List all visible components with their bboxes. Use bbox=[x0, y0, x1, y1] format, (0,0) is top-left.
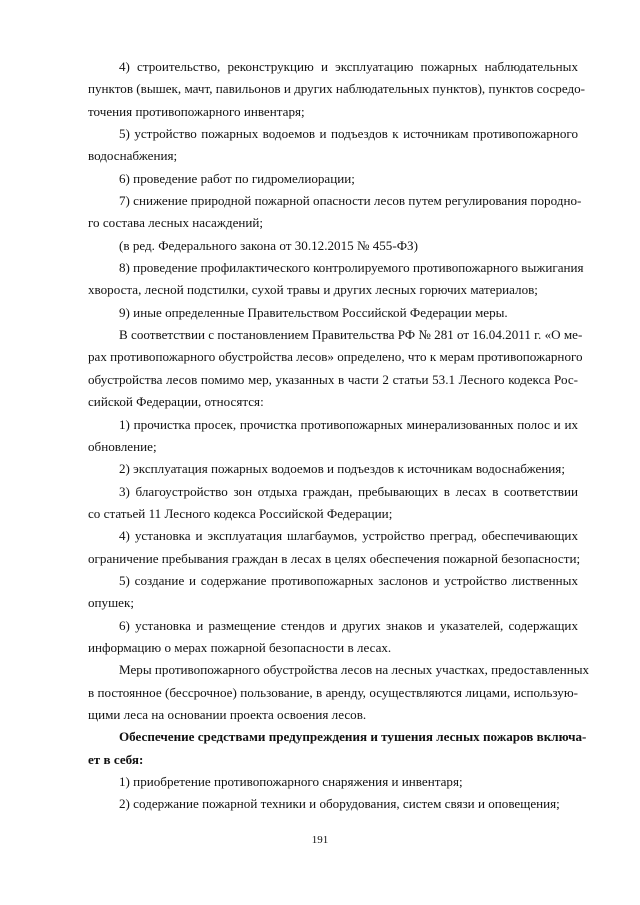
page-body bbox=[88, 56, 590, 816]
text-line: рах противопожарного обустройства лесов» определено, что к мерам противопожарного bbox=[88, 349, 583, 365]
text-line: 3) благоустройство зон отдыха граждан, пребывающих в лесах в соответствии bbox=[119, 483, 578, 499]
text-line: 5) создание и содержание противопожарных заслонов и устройство лиственных bbox=[119, 572, 578, 588]
text-line: 9) иные определенные Правительством Российской Федерации меры. bbox=[119, 304, 508, 320]
text-line: информацию о мерах пожарной безопасности в лесах. bbox=[88, 639, 392, 655]
text-line: пунктов (вышек, мачт, павильонов и других наблюдательных пунктов), пунктов сосредо- bbox=[88, 81, 586, 97]
text-line: В соответствии с постановлением Правительства РФ № 281 от 16.04.2011 г. «О ме- bbox=[119, 327, 583, 343]
section-heading-line: Обеспечение средствами предупреждения и тушения лесных пожаров включа- bbox=[119, 729, 587, 745]
text-line: 5) устройство пожарных водоемов и подъездов к источникам противопожарного bbox=[119, 126, 578, 142]
text-line: хвороста, лесной подстилки, сухой травы и других лесных горючих материалов; bbox=[88, 282, 538, 298]
text-line: 6) установка и размещение стендов и других знаков и указателей, содержащих bbox=[119, 617, 578, 633]
text-line: Меры противопожарного обустройства лесов на лесных участках, предоставленных bbox=[119, 662, 590, 678]
section-heading-line: ет в себя: bbox=[88, 751, 144, 767]
text-line: щими леса на основании проекта освоения лесов. bbox=[88, 706, 367, 722]
text-line: ограничение пребывания граждан в лесах в целях обеспечения пожарной безопасности; bbox=[88, 550, 581, 566]
page-number: 191 bbox=[311, 834, 329, 846]
text-line: 2) содержание пожарной техники и оборудования, систем связи и оповещения; bbox=[119, 796, 560, 812]
text-line: го состава лесных насаждений; bbox=[88, 215, 264, 231]
text-line: 2) эксплуатация пожарных водоемов и подъездов к источникам водоснабжения; bbox=[119, 461, 565, 477]
text-line: 4) установка и эксплуатация шлагбаумов, устройство преград, обеспечивающих bbox=[119, 528, 578, 544]
text-line: водоснабжения; bbox=[88, 148, 178, 164]
text-line: 8) проведение профилактического контролируемого противопожарного выжигания bbox=[119, 260, 584, 276]
text-line: 4) строительство, реконструкцию и эксплуатацию пожарных наблюдательных bbox=[119, 59, 578, 74]
text-line: опушек; bbox=[88, 595, 134, 611]
text-line: 1) приобретение противопожарного снаряжения и инвентаря; bbox=[119, 774, 463, 789]
text-line: со статьей 11 Лесного кодекса Российской Федерации; bbox=[88, 505, 393, 521]
text-line: точения противопожарного инвентаря; bbox=[88, 103, 305, 119]
text-line: обустройства лесов помимо мер, указанных в части 2 статьи 53.1 Лесного кодекса Рос- bbox=[88, 371, 578, 387]
text-line: в постоянное (бессрочное) пользование, в аренду, осуществляются лицами, использую- bbox=[88, 684, 578, 700]
text-line: 7) снижение природной пожарной опасности лесов путем регулирования породно- bbox=[119, 193, 582, 209]
text-line: 1) прочистка просек, прочистка противопожарных минерализованных полос и их bbox=[119, 416, 578, 432]
text-line: сийской Федерации, относятся: bbox=[88, 394, 264, 410]
text-line: обновление; bbox=[88, 438, 157, 454]
text-line: 6) проведение работ по гидромелиорации; bbox=[119, 170, 355, 186]
text-line: (в ред. Федерального закона от 30.12.2015 № 455-ФЗ) bbox=[119, 237, 418, 253]
